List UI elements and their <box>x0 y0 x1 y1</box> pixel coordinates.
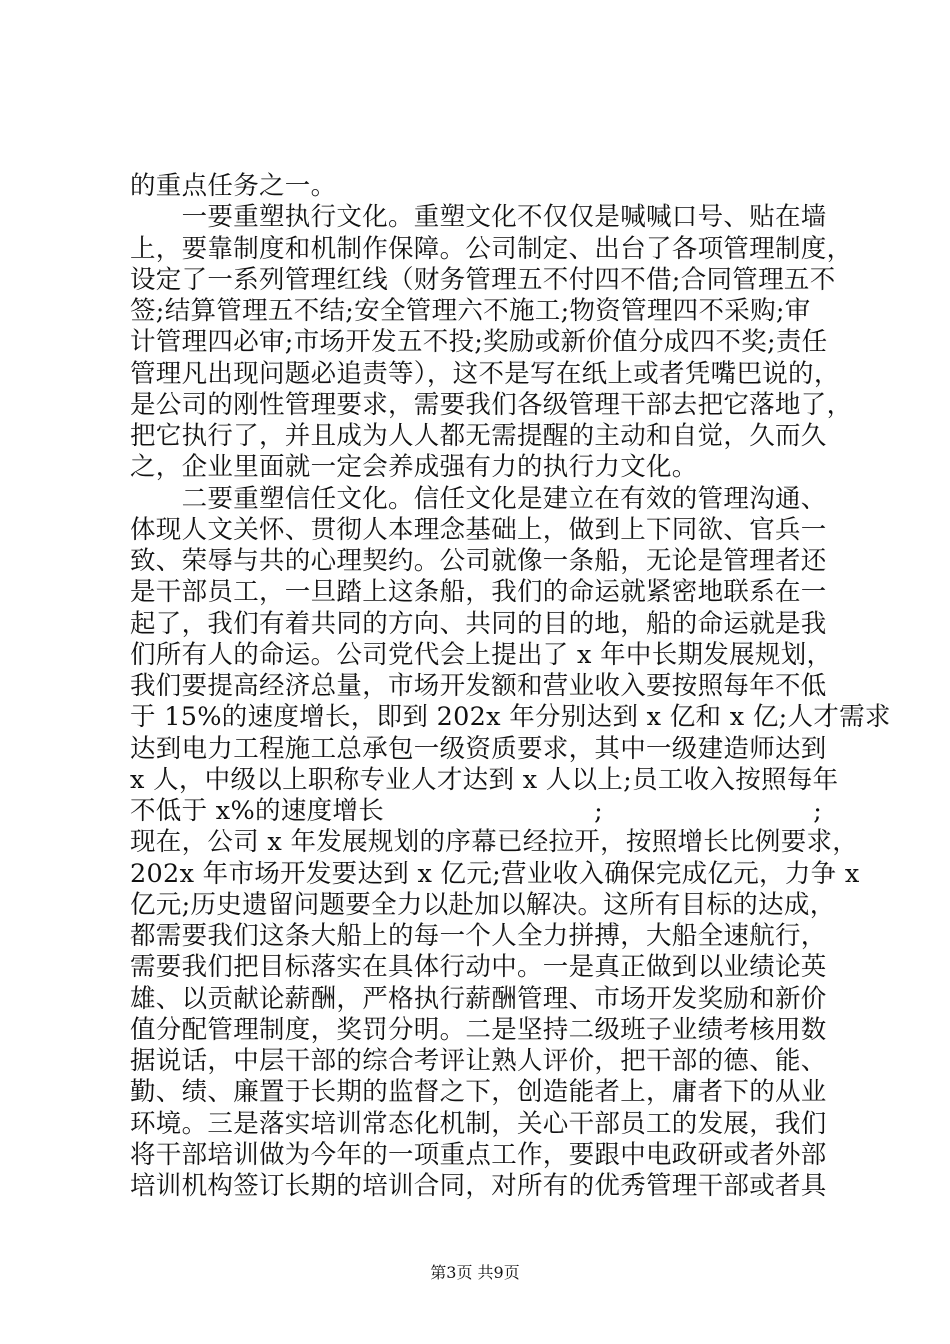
text-line: 计管理四必审;市场开发五不投;奖励或新价值分成四不奖;责任 <box>130 327 828 358</box>
text-line: 一要重塑执行文化。重塑文化不仅仅是喊喊口号、贴在墙 <box>130 202 827 233</box>
text-line: 于 15%的速度增长，即到 202x 年分别达到 x 亿和 x 亿;人才需求 <box>130 702 891 733</box>
text-line: 管理凡出现问题必追责等），这不是写在纸上或者凭嘴巴说的， <box>130 358 840 389</box>
text-line: 是干部员工，一旦踏上这条船，我们的命运就紧密地联系在一 <box>130 577 827 608</box>
text-line: 雄、以贡献论薪酬，严格执行薪酬管理、市场开发奖励和新价 <box>130 983 827 1014</box>
text-line: 环境。三是落实培训常态化机制，关心干部员工的发展，我们 <box>130 1108 827 1139</box>
text-line: 体现人文关怀、贯彻人本理念基础上，做到上下同欲、官兵一 <box>130 514 827 545</box>
text-line: 起了，我们有着共同的方向、共同的目的地，船的命运就是我 <box>130 608 827 639</box>
text-line: 值分配管理制度，奖罚分明。二是坚持二级班子业绩考核用数 <box>130 1014 827 1045</box>
text-line: 之，企业里面就一定会养成强有力的执行力文化。 <box>130 452 698 483</box>
text-line: 上，要靠制度和机制作保障。公司制定、出台了各项管理制度， <box>130 233 853 264</box>
text-line: x 人，中级以上职称专业人才达到 x 人以上;员工收入按照每年 <box>130 764 839 795</box>
text-line: 亿元;历史遗留问题要全力以赴加以解决。这所有目标的达成， <box>130 889 836 920</box>
text-line: 们所有人的命运。公司党代会上提出了 x 年中长期发展规划， <box>130 639 833 670</box>
text-line: 签;结算管理五不结;安全管理六不施工;物资管理四不采购;审 <box>130 296 811 326</box>
text-line: 培训机构签订长期的培训合同，对所有的优秀管理干部或者具 <box>130 1171 827 1201</box>
page-footer: 第3页 共9页 <box>430 1263 520 1282</box>
text-line: 都需要我们这条大船上的每一个人全力拼搏，大船全速航行， <box>130 921 827 951</box>
text-line: 不低于 x%的速度增长 ; ; <box>130 796 823 826</box>
text-line: 是公司的刚性管理要求，需要我们各级管理干部去把它落地了， <box>130 389 853 420</box>
text-line: 二要重塑信任文化。信任文化是建立在有效的管理沟通、 <box>130 483 827 514</box>
text-line: 致、荣辱与共的心理契约。公司就像一条船，无论是管理者还 <box>130 546 827 576</box>
text-line: 把它执行了，并且成为人人都无需提醒的主动和自觉，久而久 <box>130 421 827 451</box>
text-line: 据说话，中层干部的综合考评让熟人评价，把干部的德、能、 <box>130 1046 827 1076</box>
text-line: 的重点任务之一。 <box>130 171 337 201</box>
text-line: 勤、绩、廉置于长期的监督之下，创造能者上，庸者下的从业 <box>130 1077 827 1108</box>
text-line: 将干部培训做为今年的一项重点工作，要跟中电政研或者外部 <box>130 1139 827 1170</box>
text-line: 需要我们把目标落实在具体行动中。一是真正做到以业绩论英 <box>130 952 827 983</box>
text-line: 达到电力工程施工总承包一级资质要求，其中一级建造师达到 <box>130 733 827 764</box>
text-line: 我们要提高经济总量，市场开发额和营业收入要按照每年不低 <box>130 671 827 701</box>
text-line: 202x 年市场开发要达到 x 亿元;营业收入确保完成亿元，力争 x <box>130 858 860 889</box>
text-line: 现在，公司 x 年发展规划的序幕已经拉开，按照增长比例要求， <box>130 827 859 858</box>
text-line: 设定了一系列管理红线（财务管理五不付四不借;合同管理五不 <box>130 264 836 295</box>
